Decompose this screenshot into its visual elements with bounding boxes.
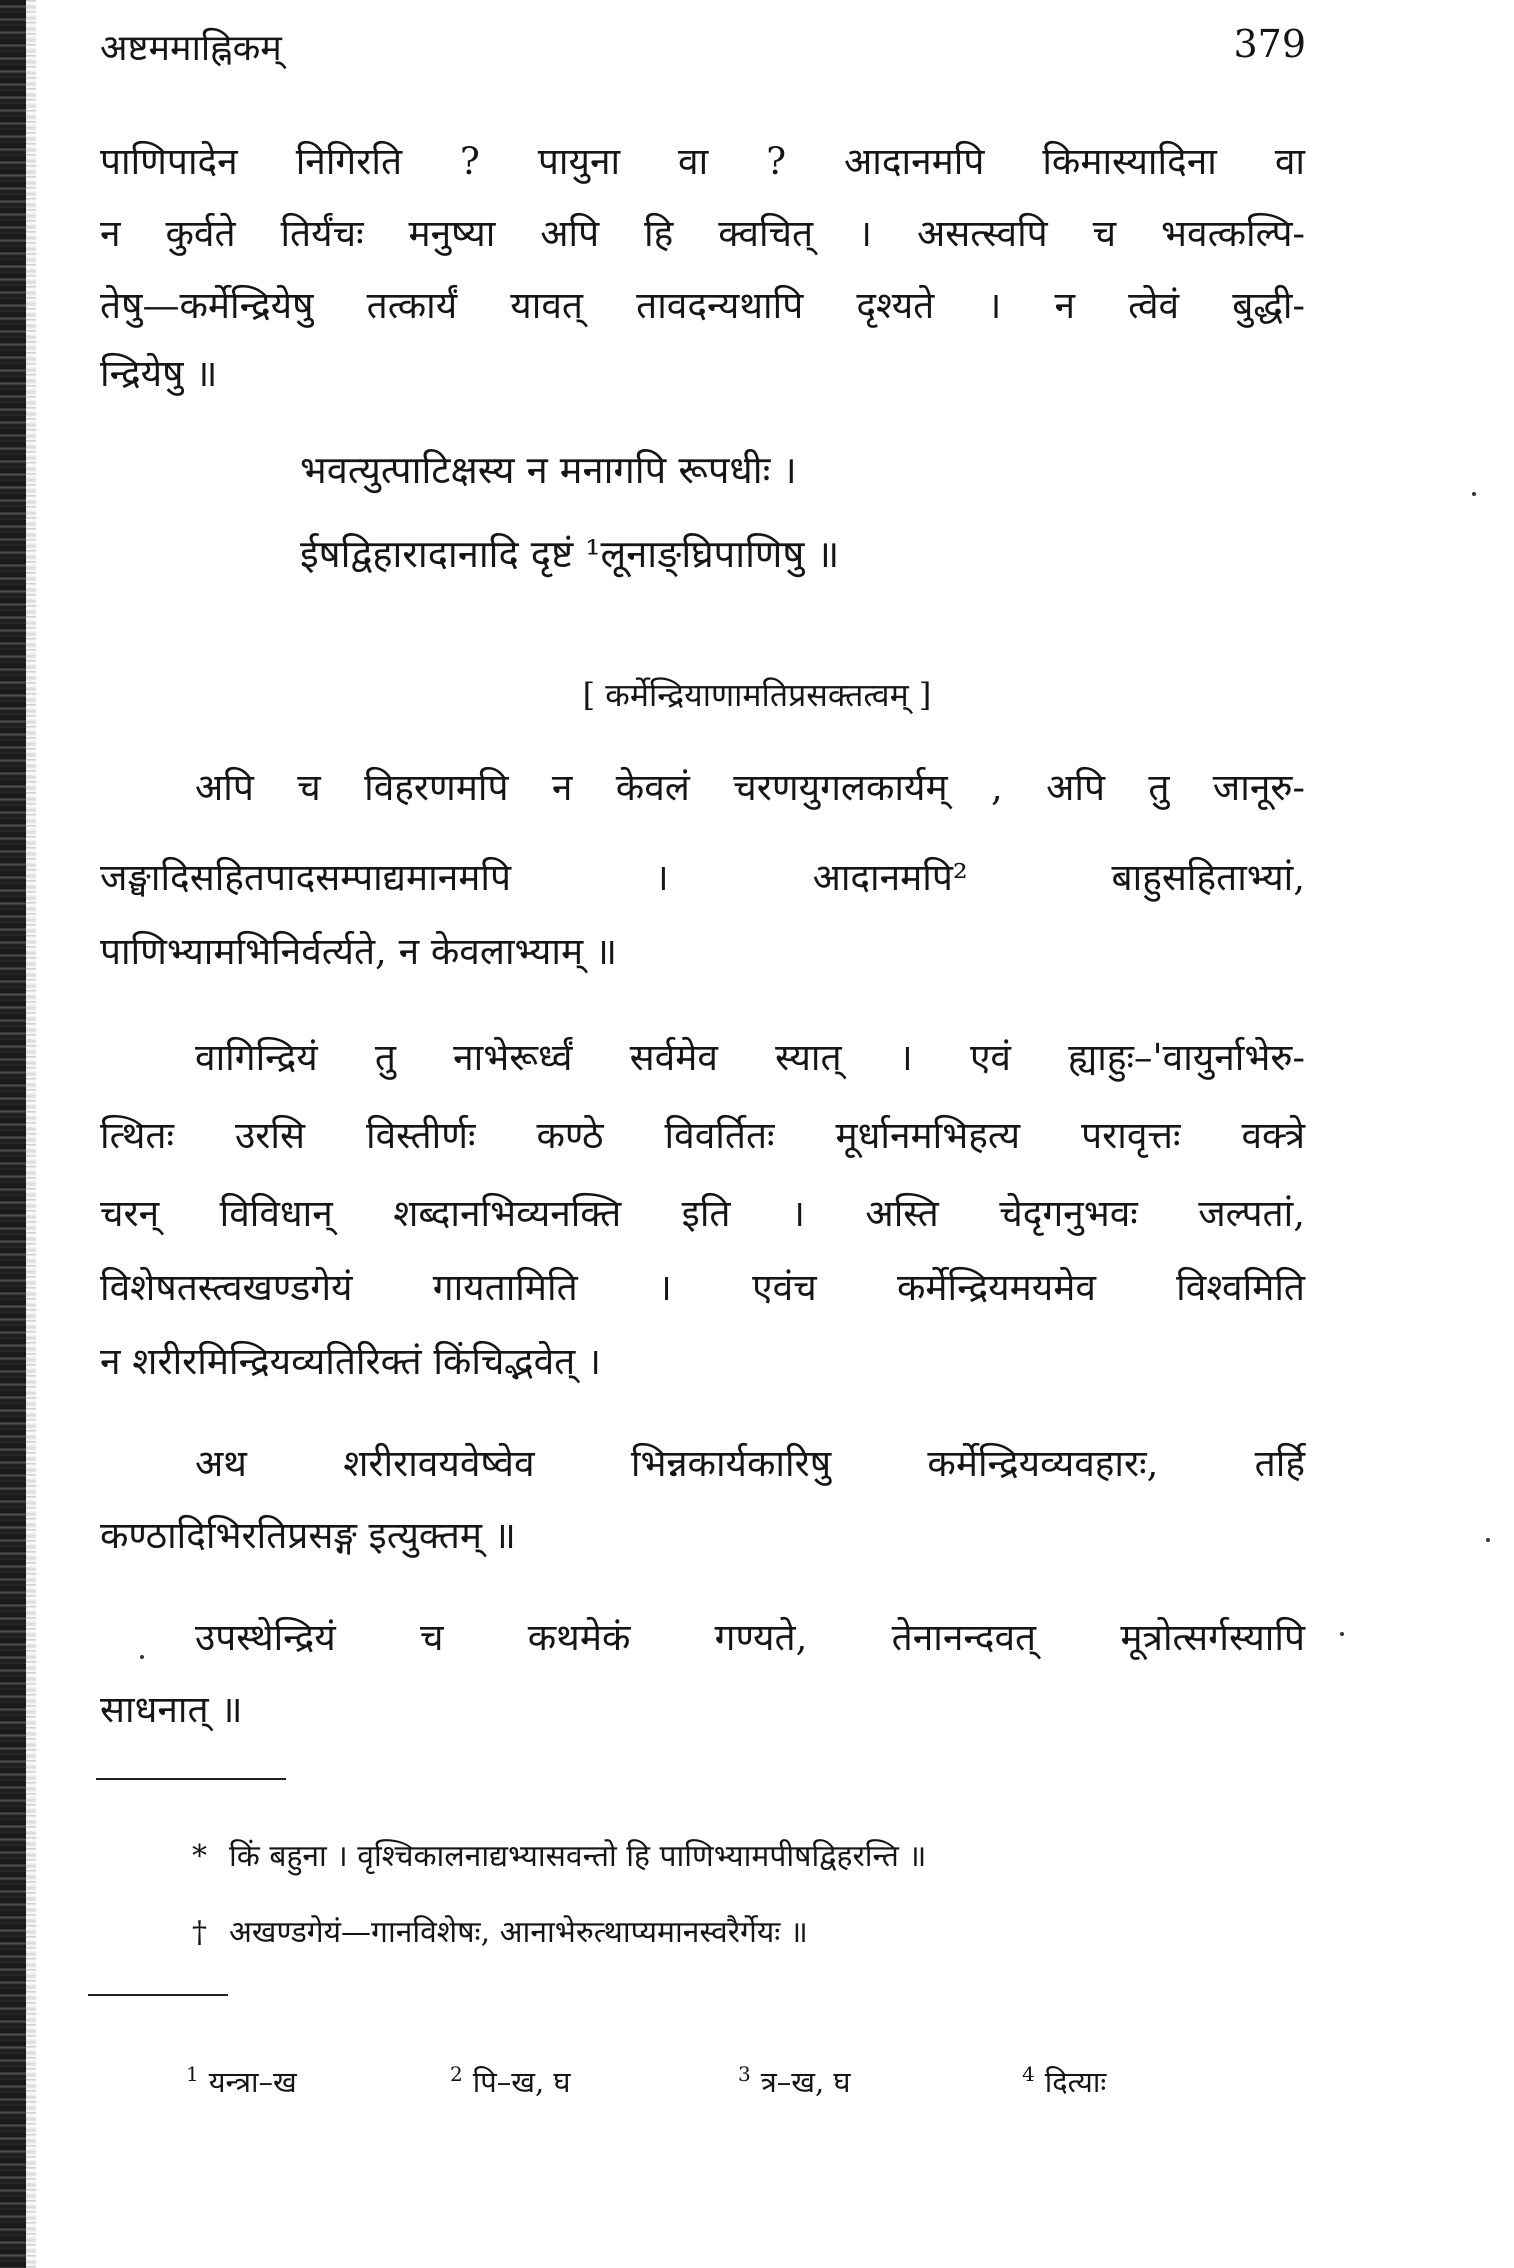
footnote-2 [192, 1910, 808, 1951]
footnote-2-text: अखण्डगेयं—गानविशेषः, आनाभेरुत्थाप्यमानस्वरैर्गेयः ॥ [229, 1915, 808, 1950]
para5-line-1: उपस्थेन्द्रियं च कथमेकं गण्यते, तेनानन्दवत् मूत्रोत्सर्गस्यापि [195, 1616, 1305, 1659]
page-number: 379 [1233, 22, 1306, 66]
footnote-1 [192, 1834, 926, 1875]
verse-line-2: ईषद्विहारादानादि दृष्टं ¹लूनाङ्घ्रिपाणिषु ॥ [300, 532, 840, 576]
scan-speck [1472, 492, 1476, 496]
para4-line-2: कण्ठादिभिरतिप्रसङ्ग इत्युक्तम् ॥ [100, 1514, 516, 1557]
footnote-1-mark: * [192, 1839, 207, 1874]
para5-line-2: साधनात् ॥ [100, 1688, 243, 1731]
footnote-rule [96, 1778, 286, 1780]
section-heading: [ कर्मेन्द्रियाणामतिप्रसक्तत्वम् ] [582, 676, 932, 714]
running-header [100, 22, 1306, 82]
variant-note-4-number: 4 [1022, 2062, 1035, 2087]
para4-line-1: अथ शरीरावयवेष्वेव भिन्नकार्यकारिषु कर्मेन्द्रियव्यवहारः, तर्हि [195, 1442, 1305, 1485]
variant-note-2 [450, 2062, 571, 2101]
footnote-1-text: किं बहुना । वृश्चिकालनाद्यभ्यासवन्तो हि पाणिभ्यामपीषद्विहरन्ति ॥ [229, 1839, 927, 1874]
para3-line-5: न शरीरमिन्द्रियव्यतिरिक्तं किंचिद्भवेत् । [100, 1340, 602, 1383]
para3-line-3: चरन् विविधान् शब्दानभिव्यनक्ति इति । अस्ति चेदृगनुभवः जल्पतां, [100, 1192, 1305, 1235]
verse-line-1: भवत्युत्पाटिक्षस्य न मनागपि रूपधीः । [300, 448, 797, 492]
scan-speck [1340, 1632, 1344, 1636]
running-header-title: अष्टममाह्निकम् [100, 28, 282, 69]
variant-note-2-number: 2 [450, 2062, 463, 2087]
scan-speck [140, 1655, 144, 1659]
para3-line-1: वागिन्द्रियं तु नाभेरूर्ध्वं सर्वमेव स्यात् । एवं ह्याहुः–'वायुर्नाभेरु- [195, 1036, 1305, 1079]
variant-notes-rule [88, 1994, 228, 1996]
para1-line-4: न्द्रियेषु ॥ [100, 352, 218, 395]
footnote-2-mark: † [192, 1915, 207, 1950]
para1-line-3: तेषु—कर्मेन्द्रियेषु तत्कार्यं यावत् तावदन्यथापि दृश्यते । न त्वेवं बुद्धी- [100, 284, 1305, 327]
para2-line-3: पाणिभ्यामभिनिर्वर्त्यते, न केवलाभ्याम् ॥ [100, 930, 618, 973]
scan-speck [1486, 1538, 1490, 1542]
variant-note-1-number: 1 [186, 2062, 199, 2087]
variant-note-4 [1022, 2062, 1106, 2101]
variant-note-1-text: यन्त्रा–ख [208, 2065, 297, 2099]
variant-note-3-text: त्र–ख, घ [760, 2065, 851, 2099]
variant-note-3 [738, 2062, 851, 2101]
para1-line-2: न कुर्वते तिर्यंचः मनुष्या अपि हि क्वचित् । असत्स्वपि च भवत्कल्पि- [100, 212, 1305, 255]
variant-note-3-number: 3 [738, 2062, 751, 2087]
para3-line-2: त्थितः उरसि विस्तीर्णः कण्ठे विवर्तितः मूर्धानमभिहत्य परावृत्तः वक्त्रे [100, 1114, 1305, 1157]
variant-note-2-text: पि–ख, घ [472, 2065, 571, 2099]
para2-line-1: अपि च विहरणमपि न केवलं चरणयुगलकार्यम् , अपि तु जानूरु- [195, 766, 1305, 809]
para2-line-2: जङ्घादिसहितपादसम्पाद्यमानमपि । आदानमपि² बाहुसहिताभ्यां, [100, 856, 1305, 899]
variant-note-4-text: दित्याः [1044, 2065, 1107, 2099]
para1-line-1: पाणिपादेन निगिरति ? पायुना वा ? आदानमपि किमास्यादिना वा [100, 140, 1305, 183]
para3-line-4: विशेषतस्त्वखण्डगेयं गायतामिति । एवंच कर्मेन्द्रियमयमेव विश्वमिति [100, 1266, 1305, 1309]
variant-note-1 [186, 2062, 297, 2101]
